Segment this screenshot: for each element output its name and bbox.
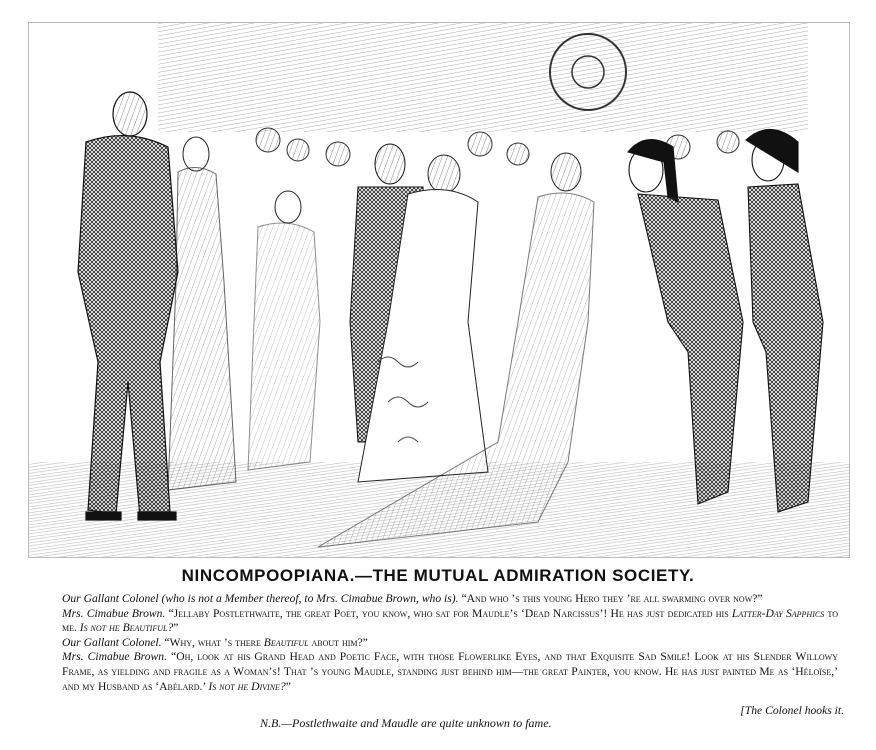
speech: “Oh, look at his Grand Head and Poetic Face, with those Flowerlike Eyes, and that Exquisite Sad Smile! Look at his Slender Willowy Frame, as yielding and fragile as a Woman’s! That ’s young Maudle, standing just behind him—the great Painter, you know. He has just painted Me as ‘Héloïse,’ and my Husband as ‘Abélard.’: [62, 650, 838, 693]
dialogue-line: [62, 607, 838, 636]
speech: to me.: [62, 606, 838, 635]
speaker: Mrs. Cimabue Brown.: [62, 650, 167, 664]
dialogue-line: [62, 592, 838, 607]
emphasis: Beautiful: [263, 635, 309, 649]
dialogue-line: [62, 650, 838, 694]
aside: (who is not a Member thereof, to Mrs. Cimabue Brown, who is).: [158, 592, 462, 605]
speaker: Our Gallant Colonel.: [62, 635, 162, 649]
speech: “And who ’s this young Hero they ’re all swarming over now?”: [461, 592, 763, 605]
dialogue-text: [62, 592, 838, 694]
emphasis: Is not he Beautiful?: [79, 621, 174, 635]
emphasis: Latter-Day Sapphics: [731, 606, 825, 620]
stage-direction: [The Colonel hooks it.: [740, 704, 844, 717]
speech: ”: [285, 679, 291, 693]
cartoon-title: NINCOMPOOPIANA.—THE MUTUAL ADMIRATION SOCIETY.: [181, 566, 695, 585]
speech: “Why, what ’s there: [161, 635, 264, 649]
speaker: Our Gallant Colonel: [62, 592, 159, 605]
dialogue-line: [62, 636, 838, 651]
speech: about him?”: [308, 635, 368, 649]
speech: ”: [173, 621, 179, 635]
back-wall: [158, 22, 808, 132]
speech: “Jellaby Postlethwaite, the great Poet, you know, who sat for Maudle’s ‘Dead Narcissus’! He has just dedicated his: [165, 606, 732, 620]
footnote: N.B.—Postlethwaite and Maudle are quite unknown to fame.: [260, 716, 552, 730]
engraving-illustration: [28, 22, 850, 558]
emphasis: Is not he Divine?: [208, 679, 286, 693]
woman-seated-left: [248, 191, 320, 470]
speaker: Mrs. Cimabue Brown.: [62, 606, 166, 620]
